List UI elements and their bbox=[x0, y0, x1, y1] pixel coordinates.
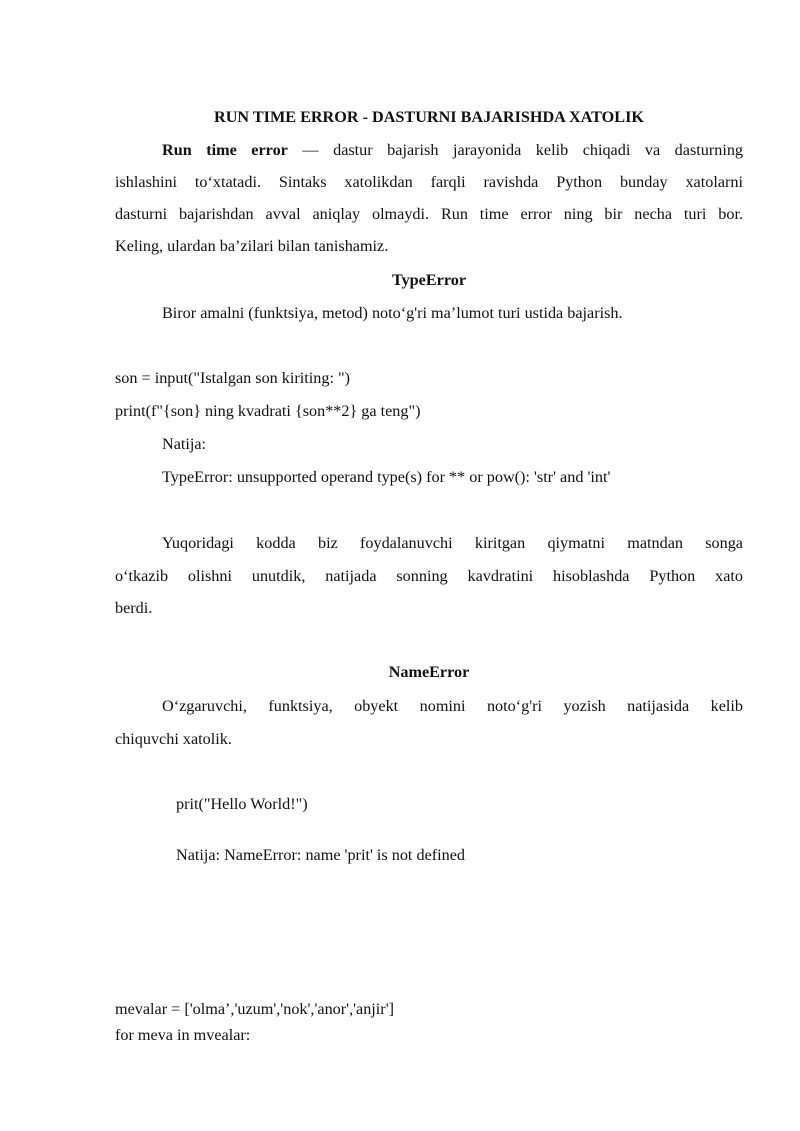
intro-line-1 bbox=[162, 140, 743, 160]
nameerror-desc-line-2: chiquvchi xatolik. bbox=[115, 730, 232, 748]
typeerror-explain-line-3: berdi. bbox=[115, 599, 153, 617]
page-title: RUN TIME ERROR - DASTURNI BAJARISHDA XATOLIK bbox=[214, 108, 644, 126]
loop-code-line-2: for meva in mvealar: bbox=[115, 1026, 251, 1044]
intro-line-1-rest: — dastur bajarish jarayonida kelib chiqadi va dasturning bbox=[287, 141, 744, 159]
nameerror-code: prit("Hello World!") bbox=[176, 795, 308, 813]
typeerror-description: Biror amalni (funktsiya, metod) noto‘g'ri ma’lumot turi ustida bajarish. bbox=[162, 304, 623, 322]
typeerror-explain-line-2: o‘tkazib olishni unutdik, natijada sonning kavdratini hisoblashda Python xato bbox=[115, 567, 743, 585]
typeerror-heading: TypeError bbox=[391, 271, 467, 289]
typeerror-code-line-2: print(f"{son} ning kvadrati {son**2} ga teng") bbox=[115, 402, 421, 420]
loop-code-line-1: mevalar = ['olma’,'uzum','nok','anor','anjir'] bbox=[115, 1000, 394, 1018]
intro-line-3: dasturni bajarishdan avval aniqlay olmaydi. Run time error ning bir necha turi bor. bbox=[115, 205, 743, 223]
typeerror-explain-line-1: Yuqoridagi kodda biz foydalanuvchi kiritgan qiymatni matndan songa bbox=[162, 534, 743, 552]
typeerror-result: TypeError: unsupported operand type(s) for ** or pow(): 'str' and 'int' bbox=[162, 468, 611, 486]
intro-line-2: ishlashini to‘xtatadi. Sintaks xatolikdan farqli ravishda Python bunday xatolarni bbox=[115, 173, 743, 191]
typeerror-result-label: Natija: bbox=[162, 435, 207, 453]
intro-term: Run time error bbox=[162, 141, 288, 159]
nameerror-desc-line-1: O‘zgaruvchi, funktsiya, obyekt nomini noto‘g'ri yozish natijasida kelib bbox=[162, 697, 743, 715]
nameerror-result: Natija: NameError: name 'prit' is not defined bbox=[176, 846, 466, 864]
nameerror-heading: NameError bbox=[388, 663, 470, 681]
typeerror-code-line-1: son = input("Istalgan son kiriting: ") bbox=[115, 369, 351, 387]
intro-line-4: Keling, ulardan ba’zilari bilan tanishamiz. bbox=[115, 237, 389, 255]
